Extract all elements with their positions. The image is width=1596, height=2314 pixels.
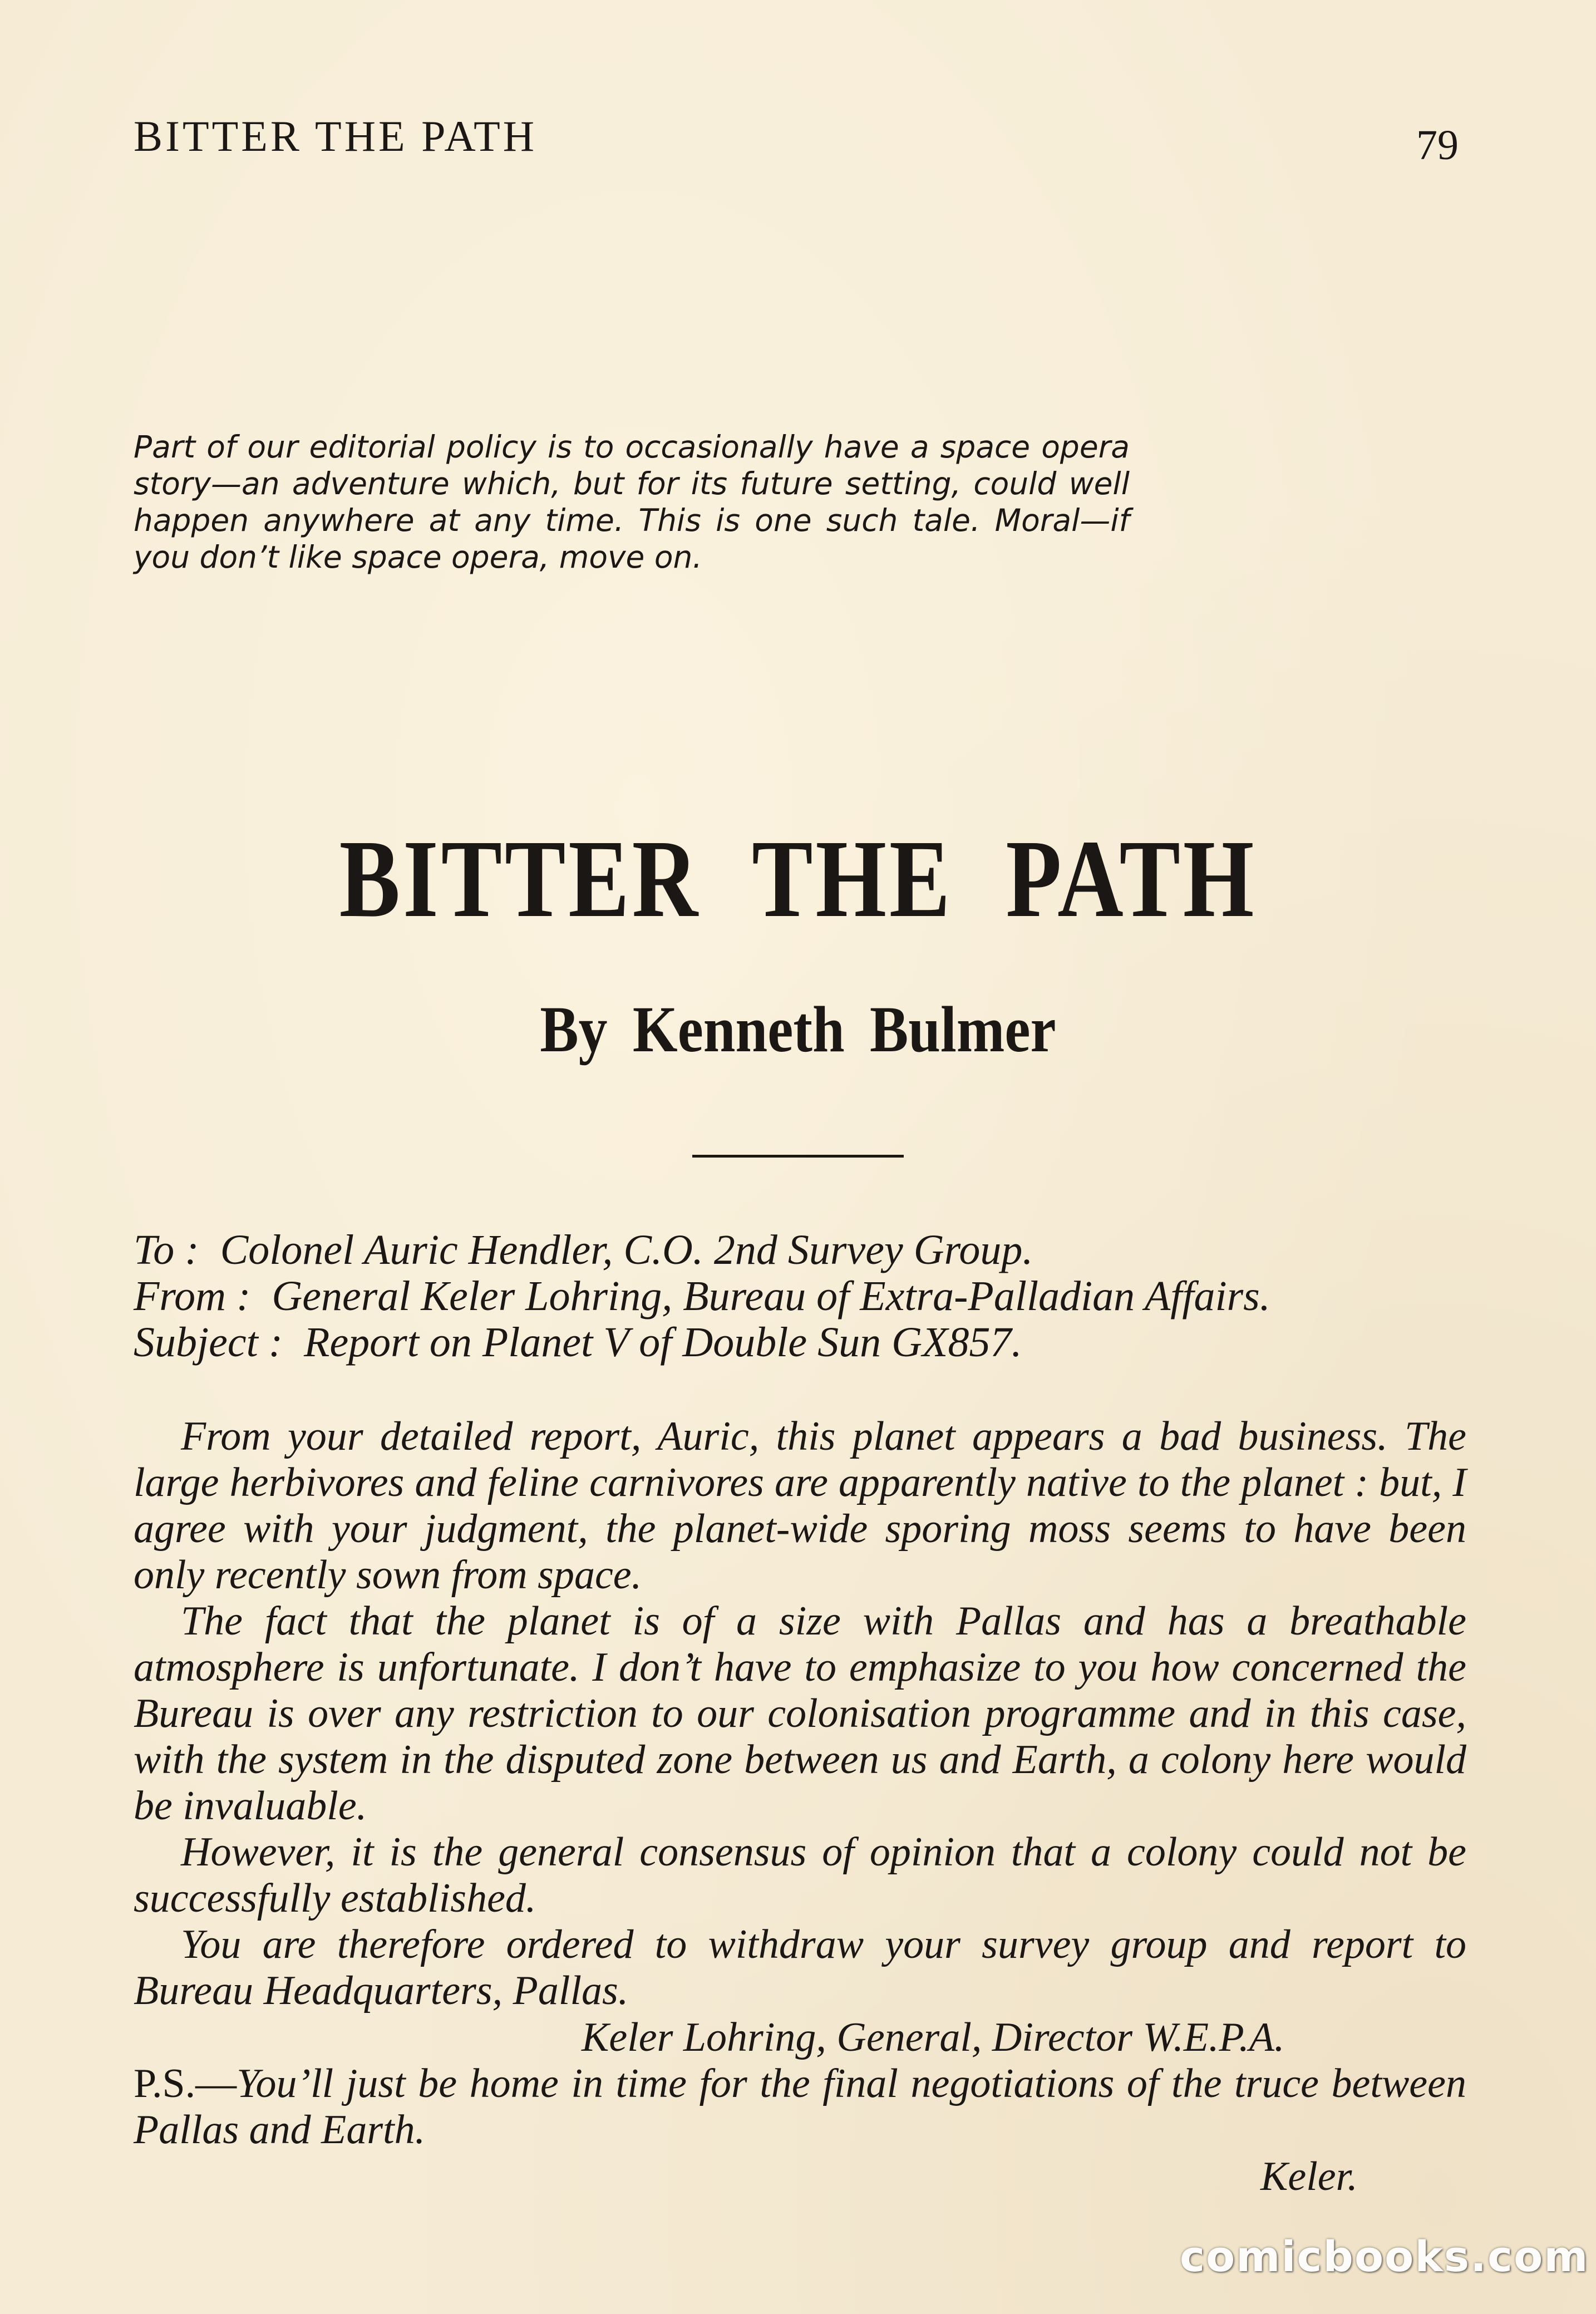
postscript-label: P.S.— — [134, 2061, 237, 2106]
body-paragraph: From your detailed report, Auric, this planet appears a bad business. The large herbivores and feline carnivores are apparently native to the planet : but, I agree with your judgment, the planet-wide sporing moss seems to have been only recently sown from space. — [134, 1414, 1466, 1598]
running-head: BITTER THE PATH — [134, 112, 538, 160]
byline: By Kenneth Bulmer — [540, 993, 1056, 1066]
body-paragraph: The fact that the planet is of a size with Pallas and has a breathable atmosphere is unfortunate. I don’t have to emphasize to you how concerned the Bureau is over any restriction to our colonisation programme and in this case, with the system in the disputed zone between us and Earth, a colony here would be invaluable. — [134, 1598, 1466, 1829]
title-divider — [692, 1155, 904, 1158]
memo-from-value: General Keler Lohring, Bureau of Extra-Palladian Affairs. — [272, 1273, 1270, 1320]
body-paragraph: You are therefore ordered to withdraw your survey group and report to Bureau Headquarters, Pallas. — [134, 1922, 1466, 2013]
memo-body — [134, 1414, 1466, 2014]
postscript-text: You’ll just be home in time for the final negotiations of the truce between Pallas and Earth. — [134, 2061, 1466, 2153]
memo-to-line — [134, 1227, 1469, 1273]
signature-line: Keler Lohring, General, Director W.E.P.A. — [582, 2015, 1285, 2060]
memo-subject-line — [134, 1320, 1469, 1366]
story-title: BITTER THE PATH — [339, 818, 1257, 941]
memo-from-line — [134, 1273, 1469, 1320]
watermark: comicbooks.com — [1180, 2232, 1589, 2281]
memo-from-label: From : — [134, 1273, 251, 1320]
postscript — [134, 2061, 1466, 2153]
memo-to-label: To : — [134, 1227, 199, 1273]
body-paragraph: However, it is the general consensus of opinion that a colony could not be successfully established. — [134, 1829, 1466, 1921]
memo-to-value: Colonel Auric Hendler, C.O. 2nd Survey Group. — [220, 1227, 1033, 1273]
memo-header — [134, 1227, 1469, 1366]
sign-off: Keler. — [1260, 2154, 1358, 2199]
memo-subject-value: Report on Planet V of Double Sun GX857. — [304, 1319, 1022, 1366]
editorial-intro: Part of our editorial policy is to occasionally have a space opera story—an adventure which, but for its future setting, could well happen anywhere at any time. This is one such tale. Moral—if you don’t like space opera, move on. — [134, 429, 1130, 575]
memo-subject-label: Subject : — [134, 1319, 283, 1366]
page-number: 79 — [1416, 122, 1459, 169]
